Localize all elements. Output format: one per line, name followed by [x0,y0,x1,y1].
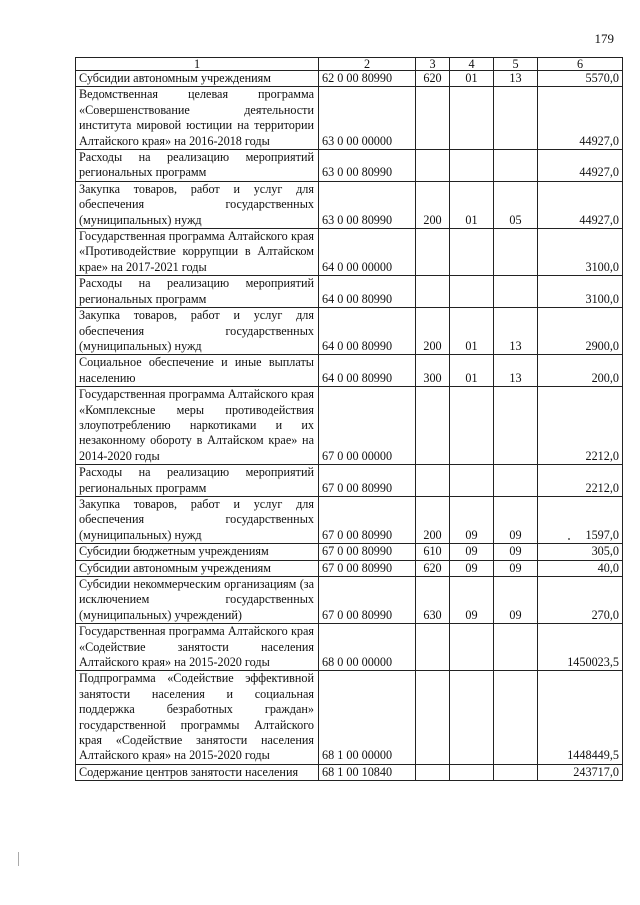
row-vr [416,764,450,780]
row-name: Ведомственная целевая программа «Совершенствование деятельности института мировой юстиции на территории Алтайского края» на 2016-2018 годы [76,87,319,150]
header-col-2: 2 [319,58,416,71]
row-pr [494,465,538,497]
row-pr: 09 [494,577,538,624]
row-pr [494,764,538,780]
row-pr: 09 [494,544,538,560]
row-code: 67 0 00 80990 [319,465,416,497]
row-amount: 270,0 [538,577,623,624]
row-vr: 300 [416,355,450,387]
row-amount: 305,0 [538,544,623,560]
row-rz: 01 [450,71,494,87]
row-code: 63 0 00 00000 [319,87,416,150]
header-col-1: 1 [76,58,319,71]
row-rz: 09 [450,496,494,543]
row-code: 67 0 00 00000 [319,387,416,465]
row-code: 68 0 00 00000 [319,624,416,671]
row-vr: 200 [416,496,450,543]
row-name: Расходы на реализацию мероприятий региональных программ [76,465,319,497]
row-amount: 44927,0 [538,181,623,228]
table-row [76,544,623,560]
row-name: Субсидии некоммерческим организациям (за исключением государственных (муниципальных) учреждений) [76,577,319,624]
scan-dot [568,538,570,540]
table-row [76,387,623,465]
row-vr: 200 [416,308,450,355]
table-row [76,276,623,308]
row-code: 67 0 00 80990 [319,577,416,624]
table-header-row [76,58,623,71]
row-name: Закупка товаров, работ и услуг для обеспечения государственных (муниципальных) нужд [76,308,319,355]
row-amount: 44927,0 [538,87,623,150]
row-pr [494,150,538,182]
row-pr [494,87,538,150]
row-pr: 09 [494,560,538,576]
row-rz [450,150,494,182]
row-code: 68 1 00 00000 [319,671,416,764]
row-rz: 09 [450,560,494,576]
row-name: Субсидии бюджетным учреждениям [76,544,319,560]
row-amount: 1448449,5 [538,671,623,764]
row-pr: 13 [494,355,538,387]
row-rz [450,624,494,671]
row-vr: 620 [416,71,450,87]
row-rz: 01 [450,308,494,355]
row-name: Государственная программа Алтайского края «Комплексные меры противодействия злоупотреблению наркотиками и их незаконному обороту в Алтайском крае» на 2014-2020 годы [76,387,319,465]
row-code: 64 0 00 80990 [319,276,416,308]
row-pr [494,624,538,671]
row-pr: 13 [494,308,538,355]
row-pr: 09 [494,496,538,543]
table-row [76,308,623,355]
page-number: 179 [594,31,614,46]
row-pr: 05 [494,181,538,228]
row-rz: 01 [450,355,494,387]
table-row [76,764,623,780]
row-vr [416,150,450,182]
table-row [76,465,623,497]
row-vr [416,671,450,764]
row-rz [450,87,494,150]
row-code: 64 0 00 00000 [319,229,416,276]
row-amount: 243717,0 [538,764,623,780]
row-rz [450,465,494,497]
table-row [76,181,623,228]
row-amount: 200,0 [538,355,623,387]
row-vr: 610 [416,544,450,560]
table-row [76,624,623,671]
table-row [76,150,623,182]
row-pr [494,229,538,276]
row-rz: 09 [450,544,494,560]
table-row [76,560,623,576]
row-name: Государственная программа Алтайского края «Содействие занятости населения Алтайского края» на 2015-2020 годы [76,624,319,671]
row-code: 67 0 00 80990 [319,496,416,543]
row-vr [416,387,450,465]
row-rz [450,229,494,276]
row-amount: 40,0 [538,560,623,576]
table-row [76,577,623,624]
row-amount: 1597,0 [538,496,623,543]
row-vr: 200 [416,181,450,228]
row-name: Государственная программа Алтайского края «Противодействие коррупции в Алтайском крае» на 2017-2021 годы [76,229,319,276]
row-amount: 3100,0 [538,276,623,308]
row-code: 64 0 00 80990 [319,355,416,387]
table-row [76,496,623,543]
row-rz [450,764,494,780]
table-row [76,87,623,150]
row-amount: 5570,0 [538,71,623,87]
row-rz: 01 [450,181,494,228]
row-rz [450,671,494,764]
row-vr: 630 [416,577,450,624]
row-vr [416,87,450,150]
row-amount: 2212,0 [538,387,623,465]
budget-table [75,57,623,781]
row-pr: 13 [494,71,538,87]
row-rz [450,387,494,465]
row-name: Подпрограмма «Содействие эффективной занятости населения и социальная поддержка безработных граждан» государственной программы Алтайского края «Содействие занятости населения Алтайского края» на 2015-2020 годы [76,671,319,764]
row-amount: 1450023,5 [538,624,623,671]
row-amount: 2900,0 [538,308,623,355]
row-name: Закупка товаров, работ и услуг для обеспечения государственных (муниципальных) нужд [76,181,319,228]
header-col-4: 4 [450,58,494,71]
table-row [76,229,623,276]
row-name: Расходы на реализацию мероприятий региональных программ [76,276,319,308]
row-vr [416,229,450,276]
table-row [76,71,623,87]
row-code: 68 1 00 10840 [319,764,416,780]
row-name: Расходы на реализацию мероприятий региональных программ [76,150,319,182]
row-pr [494,671,538,764]
row-name: Социальное обеспечение и иные выплаты населению [76,355,319,387]
row-vr [416,276,450,308]
row-code: 67 0 00 80990 [319,544,416,560]
row-code: 62 0 00 80990 [319,71,416,87]
row-amount: 3100,0 [538,229,623,276]
row-name: Субсидии автономным учреждениям [76,560,319,576]
table-row [76,671,623,764]
table-row [76,355,623,387]
row-code: 67 0 00 80990 [319,560,416,576]
row-code: 63 0 00 80990 [319,181,416,228]
row-name: Содержание центров занятости населения [76,764,319,780]
scan-margin-mark [18,852,19,866]
row-name: Закупка товаров, работ и услуг для обеспечения государственных (муниципальных) нужд [76,496,319,543]
header-col-3: 3 [416,58,450,71]
row-rz [450,276,494,308]
row-pr [494,276,538,308]
header-col-6: 6 [538,58,623,71]
row-vr: 620 [416,560,450,576]
row-name: Субсидии автономным учреждениям [76,71,319,87]
row-amount: 44927,0 [538,150,623,182]
row-amount: 2212,0 [538,465,623,497]
row-pr [494,387,538,465]
row-vr [416,465,450,497]
row-rz: 09 [450,577,494,624]
row-code: 64 0 00 80990 [319,308,416,355]
row-vr [416,624,450,671]
header-col-5: 5 [494,58,538,71]
row-code: 63 0 00 80990 [319,150,416,182]
